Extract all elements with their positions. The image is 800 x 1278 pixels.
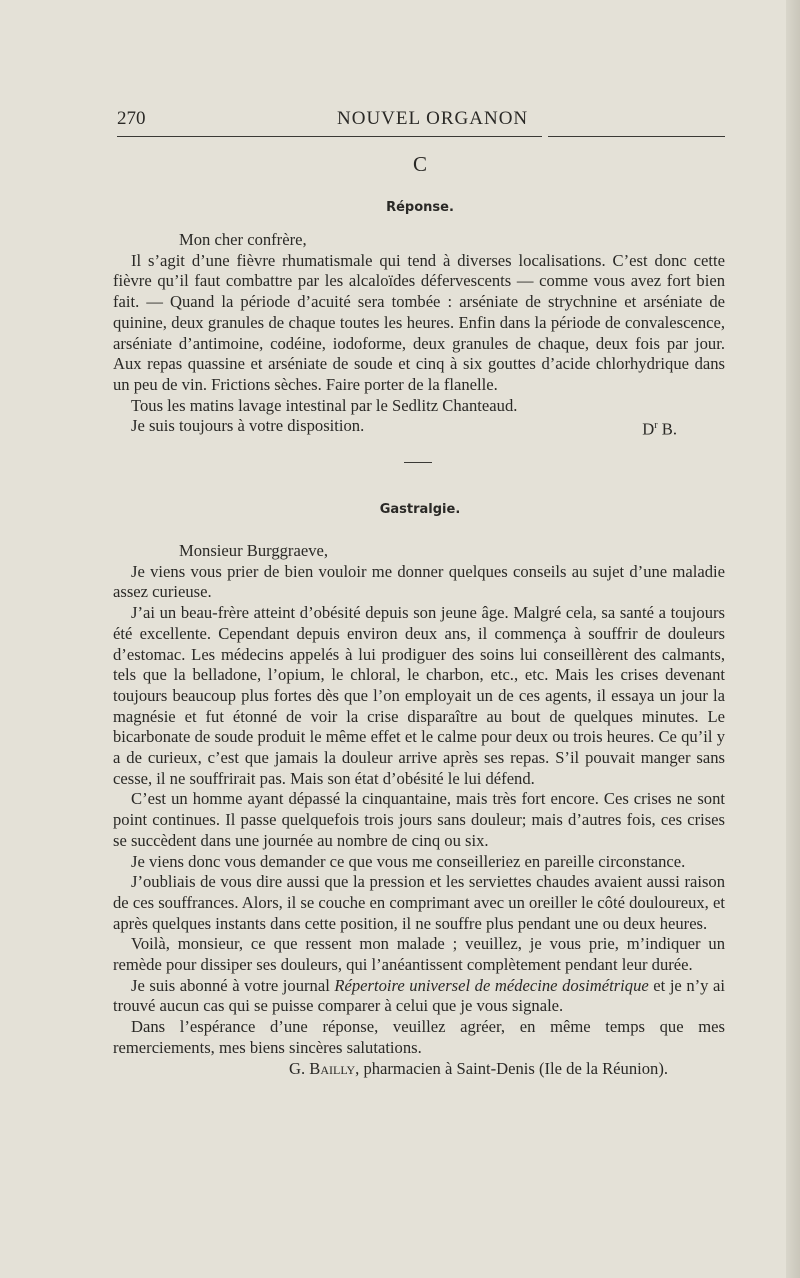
paragraph: J’ai un beau-frère atteint d’obésité depuis son jeune âge. Malgré cela, sa santé a toujours été excellente. Cependant depuis environ deux ans, il commença à souffrir de douleurs d’estomac. Les médecins appelés à lui prodiguer des soins lui conseillèrent des calmants, tels que la belladone, l’opium, le chloral, le charbon, etc., etc. Mais les crises devenant toujours beaucoup plus fortes dès que l’on employait un de ces agents, il essaya un jour la magnésie et fut étonné de voir la crise disparaître au bout de quelques minutes. Le bicarbonate de soude produit le même effet et le calme pour deux ou trois heures. Ce qu’il y a de curieux, c’est que jamais la douleur arrive après ses repas. S’il pouvait manger sans cesse, il ne souffrirait pas. Mais son état d’obésité le lui défend. [113,603,725,788]
paragraph: Voilà, monsieur, ce que ressent mon malade ; veuillez, je vous prie, m’indiquer un remède pour dissiper ses douleurs, qui l’anéantissent complètement pendant leur durée. [113,934,725,975]
page-edge [786,0,800,1278]
header-rule [117,136,542,137]
gastralgie-signature: G. Bailly, pharmacien à Saint-Denis (Ile de la Réunion). [289,1058,669,1078]
paragraph: Tous les matins lavage intestinal par le Sedlitz Chanteaud. [131,395,518,415]
section-separator [404,462,432,463]
paragraph: Il s’agit d’une fièvre rhumatismale qui tend à diverses localisations. C’est donc cette fièvre qu’il faut combattre par les alcaloïdes défervescents — comme vous avez fort bien fait. — Quand la période d’acuité sera tombée : arséniate de strychnine et arséniate de quinine, deux granules de chaque toutes les heures. Enfin dans la période de convalescence, arséniate d’antimoine, codéine, iodoforme, deux granules de chaque, deux fois par jour. Aux repas quassine et arséniate de soude et cinq à six gouttes d’acide chlorhydrique dans un peu de vin. Frictions sèches. Faire porter de la flanelle. [113,250,725,394]
header-rule-right [548,136,725,137]
paragraph: J’oubliais de vous dire aussi que la pression et les serviettes chaudes avaient aussi raison de ces souffrances. Alors, il se couche en comprimant avec un oreiller le côté douloureux, et après quelques instants dans cette position, il ne souffre plus pendant une ou deux heures. [113,872,725,933]
response-signature: $D^r$ B. [642,419,677,439]
final-paragraph: Dans l’espérance d’une réponse, veuillez agréer, en même temps que mes remerciements, mes biens sincères salutations. [113,1017,725,1057]
journal-title: Répertoire universel de médecine dosimétrique [334,975,649,995]
gastralgie-heading: Gastralgie. [379,502,461,517]
response-heading: Réponse. [386,200,454,215]
paragraph: C’est un homme ayant dépassé la cinquantaine, mais très fort encore. Ces crises ne sont point continues. Il passe quelquefois trois jours sans douleur; mais d’autres fois, ces crises se succèdent dans une journée au nombre de cinq ou six. [113,789,725,850]
page-number: 270 [117,108,146,129]
paragraph: Je viens donc vous demander ce que vous me conseilleriez en pareille circonstance. [131,851,686,871]
journal-paragraph: Je suis abonné à votre journal Répertoire universel de médecine dosimétrique et je n’y ai trouvé aucun cas qui se puisse comparer à celui que je vous signale. [113,975,726,1016]
section-letter: C [412,152,427,176]
response-text [113,230,725,441]
page-header [117,108,725,130]
gastralgie-text [113,541,725,1079]
response-salutation: Mon cher confrère, [179,230,307,249]
paragraph: Je viens vous prier de bien vouloir me donner quelques conseils au sujet d’une maladie assez curieuse. [113,561,725,602]
response-closing-row [113,416,725,440]
response-closing: Je suis toujours à votre disposition. [131,416,365,436]
running-title: NOUVEL ORGANON [337,108,529,129]
gastralgie-salutation: Monsieur Burggraeve, [179,541,329,560]
